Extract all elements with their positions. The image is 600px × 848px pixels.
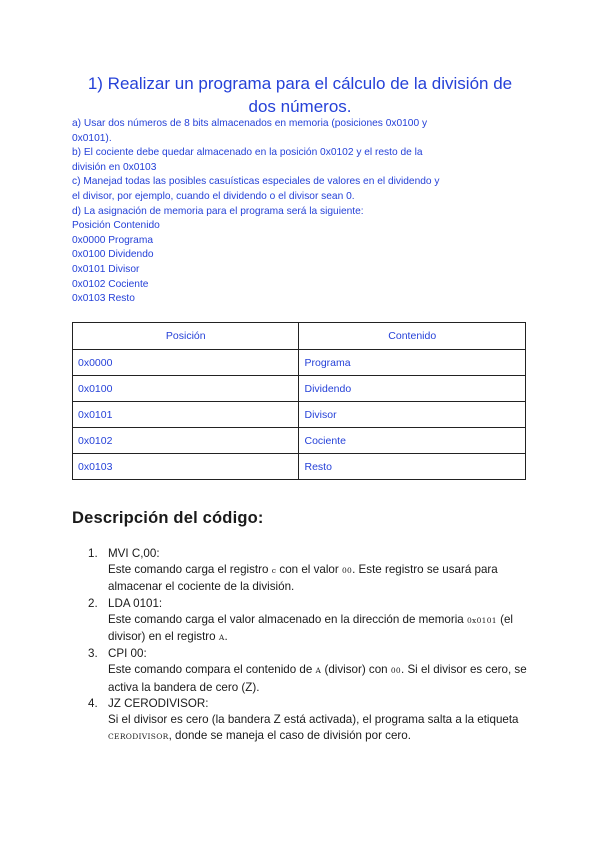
list-item	[88, 596, 528, 647]
memory-map-table	[72, 322, 526, 480]
description-text: .	[224, 630, 228, 644]
cell-content: Programa	[299, 350, 526, 376]
cell-position: 0x0100	[73, 376, 299, 402]
steps-list	[88, 546, 528, 745]
description-text: , donde se maneja el caso de división por cero.	[168, 729, 411, 743]
list-item-number: 4.	[88, 696, 98, 710]
table-row	[73, 376, 526, 402]
inline-code: 00	[341, 566, 353, 576]
instruction-line: 0x0101).	[72, 132, 112, 144]
description-text: Si el divisor es cero (la bandera Z está activada), el programa salta a la etiqueta	[108, 713, 519, 727]
command-description	[108, 612, 528, 646]
command-label: MVI C,00:	[108, 547, 160, 560]
inline-code: 00	[390, 666, 401, 676]
instruction-line: d) La asignación de memoria para el programa será la siguiente:	[72, 205, 364, 217]
instruction-line: Posición Contenido	[72, 220, 160, 232]
inline-code: A	[315, 666, 322, 676]
instruction-line: 0x0100 Dividendo	[72, 249, 154, 261]
description-text: Este comando carga el registro	[108, 563, 272, 577]
instruction-line: 0x0102 Cociente	[72, 278, 149, 290]
command-label: LDA 0101:	[108, 596, 163, 610]
table-header-row	[73, 323, 526, 350]
table-row	[73, 350, 526, 376]
inline-code: 0x0101	[466, 615, 497, 625]
command-label: CPI 00:	[108, 647, 147, 661]
cell-content: Divisor	[299, 402, 526, 428]
list-item-number: 2.	[88, 596, 98, 610]
inline-code: CERODIVISOR	[108, 732, 169, 742]
list-item-number: 3.	[88, 647, 98, 661]
instruction-line: a) Usar dos números de 8 bits almacenados en memoria (posiciones 0x0100 y	[72, 118, 428, 129]
cell-content: Dividendo	[299, 376, 526, 402]
table-row	[73, 402, 526, 428]
command-description	[108, 562, 528, 595]
list-item	[88, 546, 528, 596]
inline-code: c	[271, 566, 277, 576]
command-description	[108, 662, 528, 695]
cell-position: 0x0102	[73, 428, 299, 454]
header-position: Posición	[73, 323, 299, 350]
cell-position: 0x0103	[73, 454, 299, 480]
list-item	[88, 696, 528, 746]
instruction-line: división en 0x0103	[72, 161, 157, 173]
description-text: Este comando compara el contenido de	[108, 663, 316, 677]
table-body	[73, 350, 526, 480]
command-description	[108, 712, 528, 745]
instruction-line: 0x0101 Divisor	[72, 263, 140, 275]
list-item	[88, 646, 528, 696]
cell-content: Resto	[299, 454, 526, 480]
instruction-line: 0x0000 Programa	[72, 234, 153, 246]
table-row	[73, 428, 526, 454]
description-text: . Este registro se usará para almacenar el cociente de la división.	[108, 563, 498, 594]
description-text: (el divisor) en el registro	[108, 612, 513, 644]
instruction-line: el divisor, por ejemplo, cuando el dividendo o el divisor sean 0.	[72, 190, 355, 202]
cell-position: 0x0000	[73, 350, 299, 376]
table-row	[73, 454, 526, 480]
description-text: . Si el divisor es cero, se activa la bandera de cero (Z).	[108, 663, 527, 694]
header-content: Contenido	[299, 323, 526, 350]
description-text: Este comando carga el valor almacenado en la dirección de memoria	[108, 612, 467, 626]
instructions-block	[72, 117, 532, 307]
list-item-number: 1.	[88, 547, 98, 560]
section-heading: Descripción del código:	[72, 509, 264, 527]
instruction-line: c) Manejad todas las posibles casuísticas especiales de valores en el dividendo y	[72, 176, 440, 188]
page-title: 1) Realizar un programa para el cálculo de la división de dos números.	[87, 74, 513, 116]
instruction-line: 0x0103 Resto	[72, 293, 135, 305]
instruction-line: b) El cociente debe quedar almacenado en la posición 0x0102 y el resto de la	[72, 147, 423, 159]
description-text: con el valor	[276, 563, 342, 577]
cell-position: 0x0101	[73, 402, 299, 428]
cell-content: Cociente	[299, 428, 526, 454]
description-text: (divisor) con	[321, 663, 391, 677]
command-label: JZ CERODIVISOR:	[108, 696, 209, 710]
inline-code: A	[218, 633, 225, 643]
